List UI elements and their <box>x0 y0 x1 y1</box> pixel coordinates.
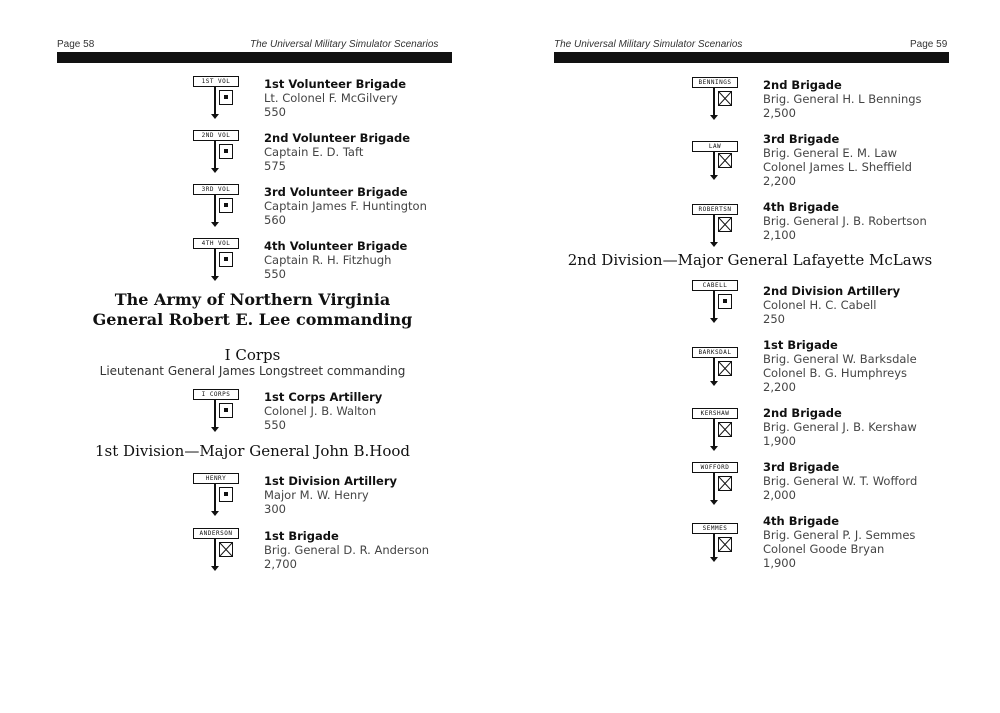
unit-tag: HENRY <box>193 473 239 484</box>
unit-symbol-icon <box>193 473 239 517</box>
unit-strength: 575 <box>264 159 286 173</box>
header-rule <box>57 52 452 63</box>
unit-tag: 2ND VOL <box>193 130 239 141</box>
unit-name: 1st Corps Artillery <box>264 390 383 404</box>
unit-name: 3rd Brigade <box>763 460 840 474</box>
unit-symbol-icon <box>692 280 738 324</box>
unit-name: 2nd Brigade <box>763 78 842 92</box>
unit-symbol-icon <box>692 405 738 449</box>
unit-strength: 2,700 <box>264 557 297 571</box>
unit-tag: BARKSDAL <box>692 347 738 358</box>
unit-commander: Brig. General J. B. Robertson <box>763 214 927 228</box>
unit-tag: SEMMES <box>692 523 738 534</box>
unit-strength: 2,500 <box>763 106 796 120</box>
running-title: The Universal Military Simulator Scenarios <box>250 39 439 50</box>
unit-name: 2nd Volunteer Brigade <box>264 131 411 145</box>
unit-name: 4th Brigade <box>763 200 840 214</box>
right-page-header <box>500 39 1000 51</box>
unit-strength: 300 <box>264 502 286 516</box>
unit-name: 3rd Volunteer Brigade <box>264 185 408 199</box>
army-title: The Army of Northern Virginia <box>114 290 391 309</box>
unit-commander: Brig. General H. L Bennings <box>763 92 922 106</box>
unit-tag: BENNINGS <box>692 77 738 88</box>
unit-tag: 1ST VOL <box>193 76 239 87</box>
unit-commander: Brig. General W. T. Wofford <box>763 474 918 488</box>
unit-commander: Brig. General E. M. Law <box>763 146 898 160</box>
unit-commander: Colonel J. B. Walton <box>264 404 377 418</box>
unit-tag: ROBERTSN <box>692 204 738 215</box>
unit-commander: Major M. W. Henry <box>264 488 369 502</box>
unit-tag: LAW <box>692 141 738 152</box>
unit-tag: ANDERSON <box>193 528 239 539</box>
unit-strength: 550 <box>264 418 286 432</box>
unit-tag: KERSHAW <box>692 408 738 419</box>
unit-tag: I CORPS <box>193 389 239 400</box>
unit-name: 1st Division Artillery <box>264 474 398 488</box>
unit-strength: 2,000 <box>763 488 796 502</box>
unit-strength: 2,200 <box>763 380 796 394</box>
unit-tag: 4TH VOL <box>193 238 239 249</box>
running-title: The Universal Military Simulator Scenarios <box>554 39 743 50</box>
unit-symbol-icon <box>692 513 738 557</box>
unit-name: 4th Brigade <box>763 514 840 528</box>
unit-symbol-icon <box>193 130 239 174</box>
unit-commander: Brig. General P. J. Semmes <box>763 528 916 542</box>
unit-commander: Brig. General D. R. Anderson <box>264 543 430 557</box>
page-number: Page 59 <box>910 39 948 50</box>
unit-name: 3rd Brigade <box>763 132 840 146</box>
unit-tag: 3RD VOL <box>193 184 239 195</box>
unit-name: 2nd Division Artillery <box>763 284 901 298</box>
header-rule <box>554 52 949 63</box>
unit-symbol-icon <box>692 459 738 503</box>
unit-strength: 250 <box>763 312 785 326</box>
unit-commander: Brig. General J. B. Kershaw <box>763 420 917 434</box>
unit-commander: Colonel Goode Bryan <box>763 542 885 556</box>
unit-commander: Captain R. H. Fitzhugh <box>264 253 392 267</box>
army-commander: General Robert E. Lee commanding <box>92 310 413 329</box>
unit-commander: Colonel H. C. Cabell <box>763 298 877 312</box>
unit-symbol-icon <box>193 184 239 228</box>
right-page <box>500 0 1000 713</box>
unit-name: 1st Brigade <box>763 338 838 352</box>
unit-strength: 550 <box>264 267 286 281</box>
unit-commander: Captain James F. Huntington <box>264 199 427 213</box>
unit-commander: Lt. Colonel F. McGilvery <box>264 91 398 105</box>
unit-commander: Colonel James L. Sheffield <box>763 160 912 174</box>
unit-symbol-icon <box>193 389 239 433</box>
unit-symbol-icon <box>692 337 738 381</box>
corps-title: I Corps <box>224 346 281 364</box>
unit-strength: 560 <box>264 213 286 227</box>
unit-name: 1st Volunteer Brigade <box>264 77 407 91</box>
division-title: 1st Division—Major General John B.Hood <box>95 442 410 460</box>
unit-symbol-icon <box>193 76 239 120</box>
unit-name: 1st Brigade <box>264 529 339 543</box>
unit-tag: WOFFORD <box>692 462 738 473</box>
unit-symbol-icon <box>193 528 239 572</box>
page-number: Page 58 <box>57 39 95 50</box>
left-page-header <box>0 39 500 51</box>
unit-commander: Colonel B. G. Humphreys <box>763 366 908 380</box>
unit-strength: 1,900 <box>763 556 796 570</box>
unit-symbol-icon <box>692 199 738 243</box>
unit-tag: CABELL <box>692 280 738 291</box>
unit-strength: 1,900 <box>763 434 796 448</box>
division-title: 2nd Division—Major General Lafayette McLaws <box>567 251 933 269</box>
unit-symbol-icon <box>692 77 738 121</box>
unit-strength: 550 <box>264 105 286 119</box>
unit-symbol-icon <box>692 131 738 175</box>
unit-symbol-icon <box>193 238 239 282</box>
unit-commander: Captain E. D. Taft <box>264 145 364 159</box>
unit-strength: 2,100 <box>763 228 796 242</box>
unit-name: 4th Volunteer Brigade <box>264 239 408 253</box>
unit-strength: 2,200 <box>763 174 796 188</box>
corps-commander: Lieutenant General James Longstreet commanding <box>99 364 406 378</box>
unit-name: 2nd Brigade <box>763 406 842 420</box>
unit-commander: Brig. General W. Barksdale <box>763 352 917 366</box>
